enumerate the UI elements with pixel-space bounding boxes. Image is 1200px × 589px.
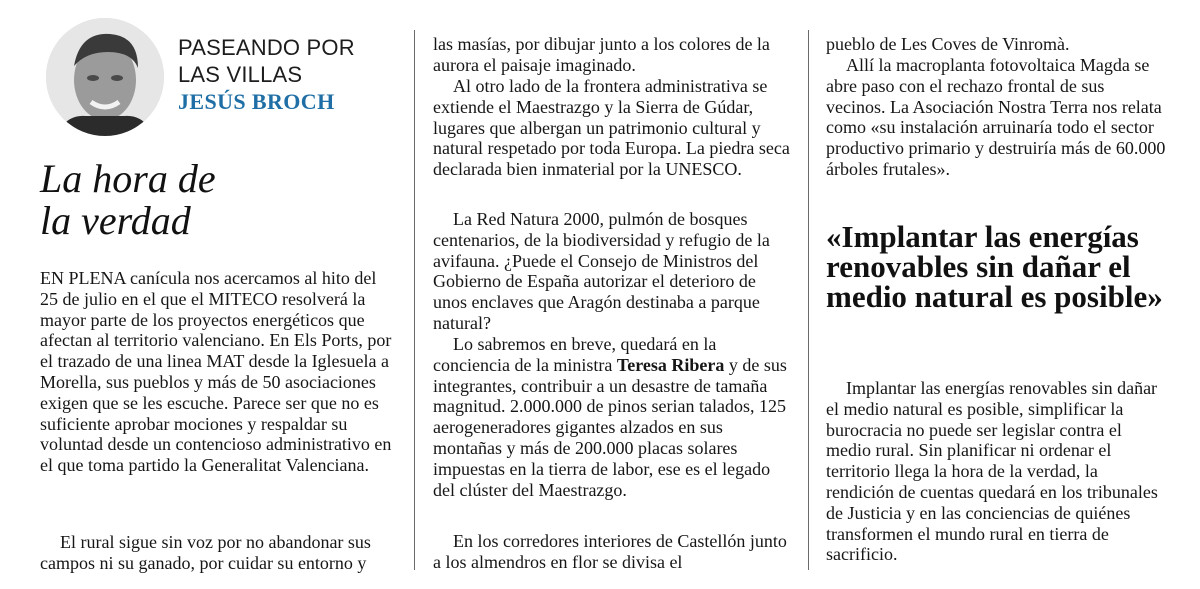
body-paragraph: pueblo de Les Coves de Vinromà. (826, 34, 1070, 54)
body-paragraph: La Red Natura 2000, pulmón de bosques centenarios, de la biodiversidad y refugio de la avifauna. ¿Puede el Consejo de Ministros del Gobierno de España autorizar el deterioro de unos enclaves que Aragón destinaba a parque natural? (433, 209, 770, 333)
body-paragraph: En los corredores interiores de Castellón junto a los almendros en flor se divisa el (433, 531, 787, 572)
column-divider (414, 30, 415, 570)
headline-line: la verdad (40, 198, 191, 243)
person-name: Teresa Ribera (616, 354, 725, 375)
section-title-line: LAS VILLAS (178, 62, 303, 87)
section-title (178, 34, 355, 88)
paragraph-text: Lo sabremos en breve, quedará en la conciencia de la ministra (433, 334, 717, 375)
body-paragraph: las masías, por dibujar junto a los colores de la aurora el paisaje imaginado. (433, 34, 770, 75)
body-paragraph: El rural sigue sin voz por no abandonar sus campos ni su ganado, por cuidar su entorno y (40, 532, 371, 573)
body-paragraph: Implantar las energías renovables sin dañar el medio natural es posible, simplificar la burocracia no puede ser legislar contra el medio rural. Sin planificar ni ordenar el territorio llega la hora de la verdad, la rendición de cuentas quedará en los tribunales de Justicia y en las conciencias de quiénes transformen el mundo rural en tierra de sacrificio. (826, 378, 1158, 565)
paragraph-text: canícula nos acercamos al hito del 25 de julio en el que el MITECO resolverá la mayor parte de los proyectos energéticos que afectan al territorio valenciano. En Els Ports, por el trazado de una linea MAT desde la Iglesuela a Morella, sus pueblos y más de 50 asociaciones exigen que se les escuche. Parece ser que no es suficiente aprobar mociones y respaldar su voluntad desde un contencioso administrativo en el que toma partido la Generalitat Valenciana. (40, 268, 392, 476)
column-header (178, 34, 355, 116)
paragraph-lead-in: EN PLENA (40, 268, 126, 288)
section-title-line: PASEANDO POR (178, 35, 355, 60)
body-paragraph: Allí la macroplanta fotovoltaica Magda se abre paso con el rechazo frontal de sus vecinos. La Asociación Nostra Terra nos relata como «su instalación arruinaría todo el sector productivo primario y destruiría más de 60.000 árboles frutales». (826, 55, 1166, 179)
author-name: JESÚS BROCH (178, 89, 335, 114)
pull-quote: «Implantar las energías renovables sin dañar el medio natural es posible» (826, 219, 1163, 314)
body-paragraph: Al otro lado de la frontera administrativa se extiende el Maestrazgo y la Sierra de Gúdar, lugares que albergan un patrimonio cultural y natural respetado por toda Europa. La piedra seca declarada bien inmaterial por la UNESCO. (433, 76, 790, 180)
headline-line: La hora de (40, 156, 216, 201)
paragraph-text: y de sus integrantes, contribuir a un desastre de tamaña magnitud. 2.000.000 de pinos serian talados, 125 aerogeneradores gigantes alzados en sus montañas y más de 200.000 placas solares impuestas en la tierra de labor, ese es el legado del clúster del Maestrazgo. (433, 354, 787, 500)
body-paragraph (40, 268, 396, 476)
body-paragraph (433, 334, 793, 500)
author-photo-icon (46, 18, 164, 136)
headline (40, 158, 340, 242)
column-divider (808, 30, 809, 570)
author-portrait (46, 18, 164, 136)
